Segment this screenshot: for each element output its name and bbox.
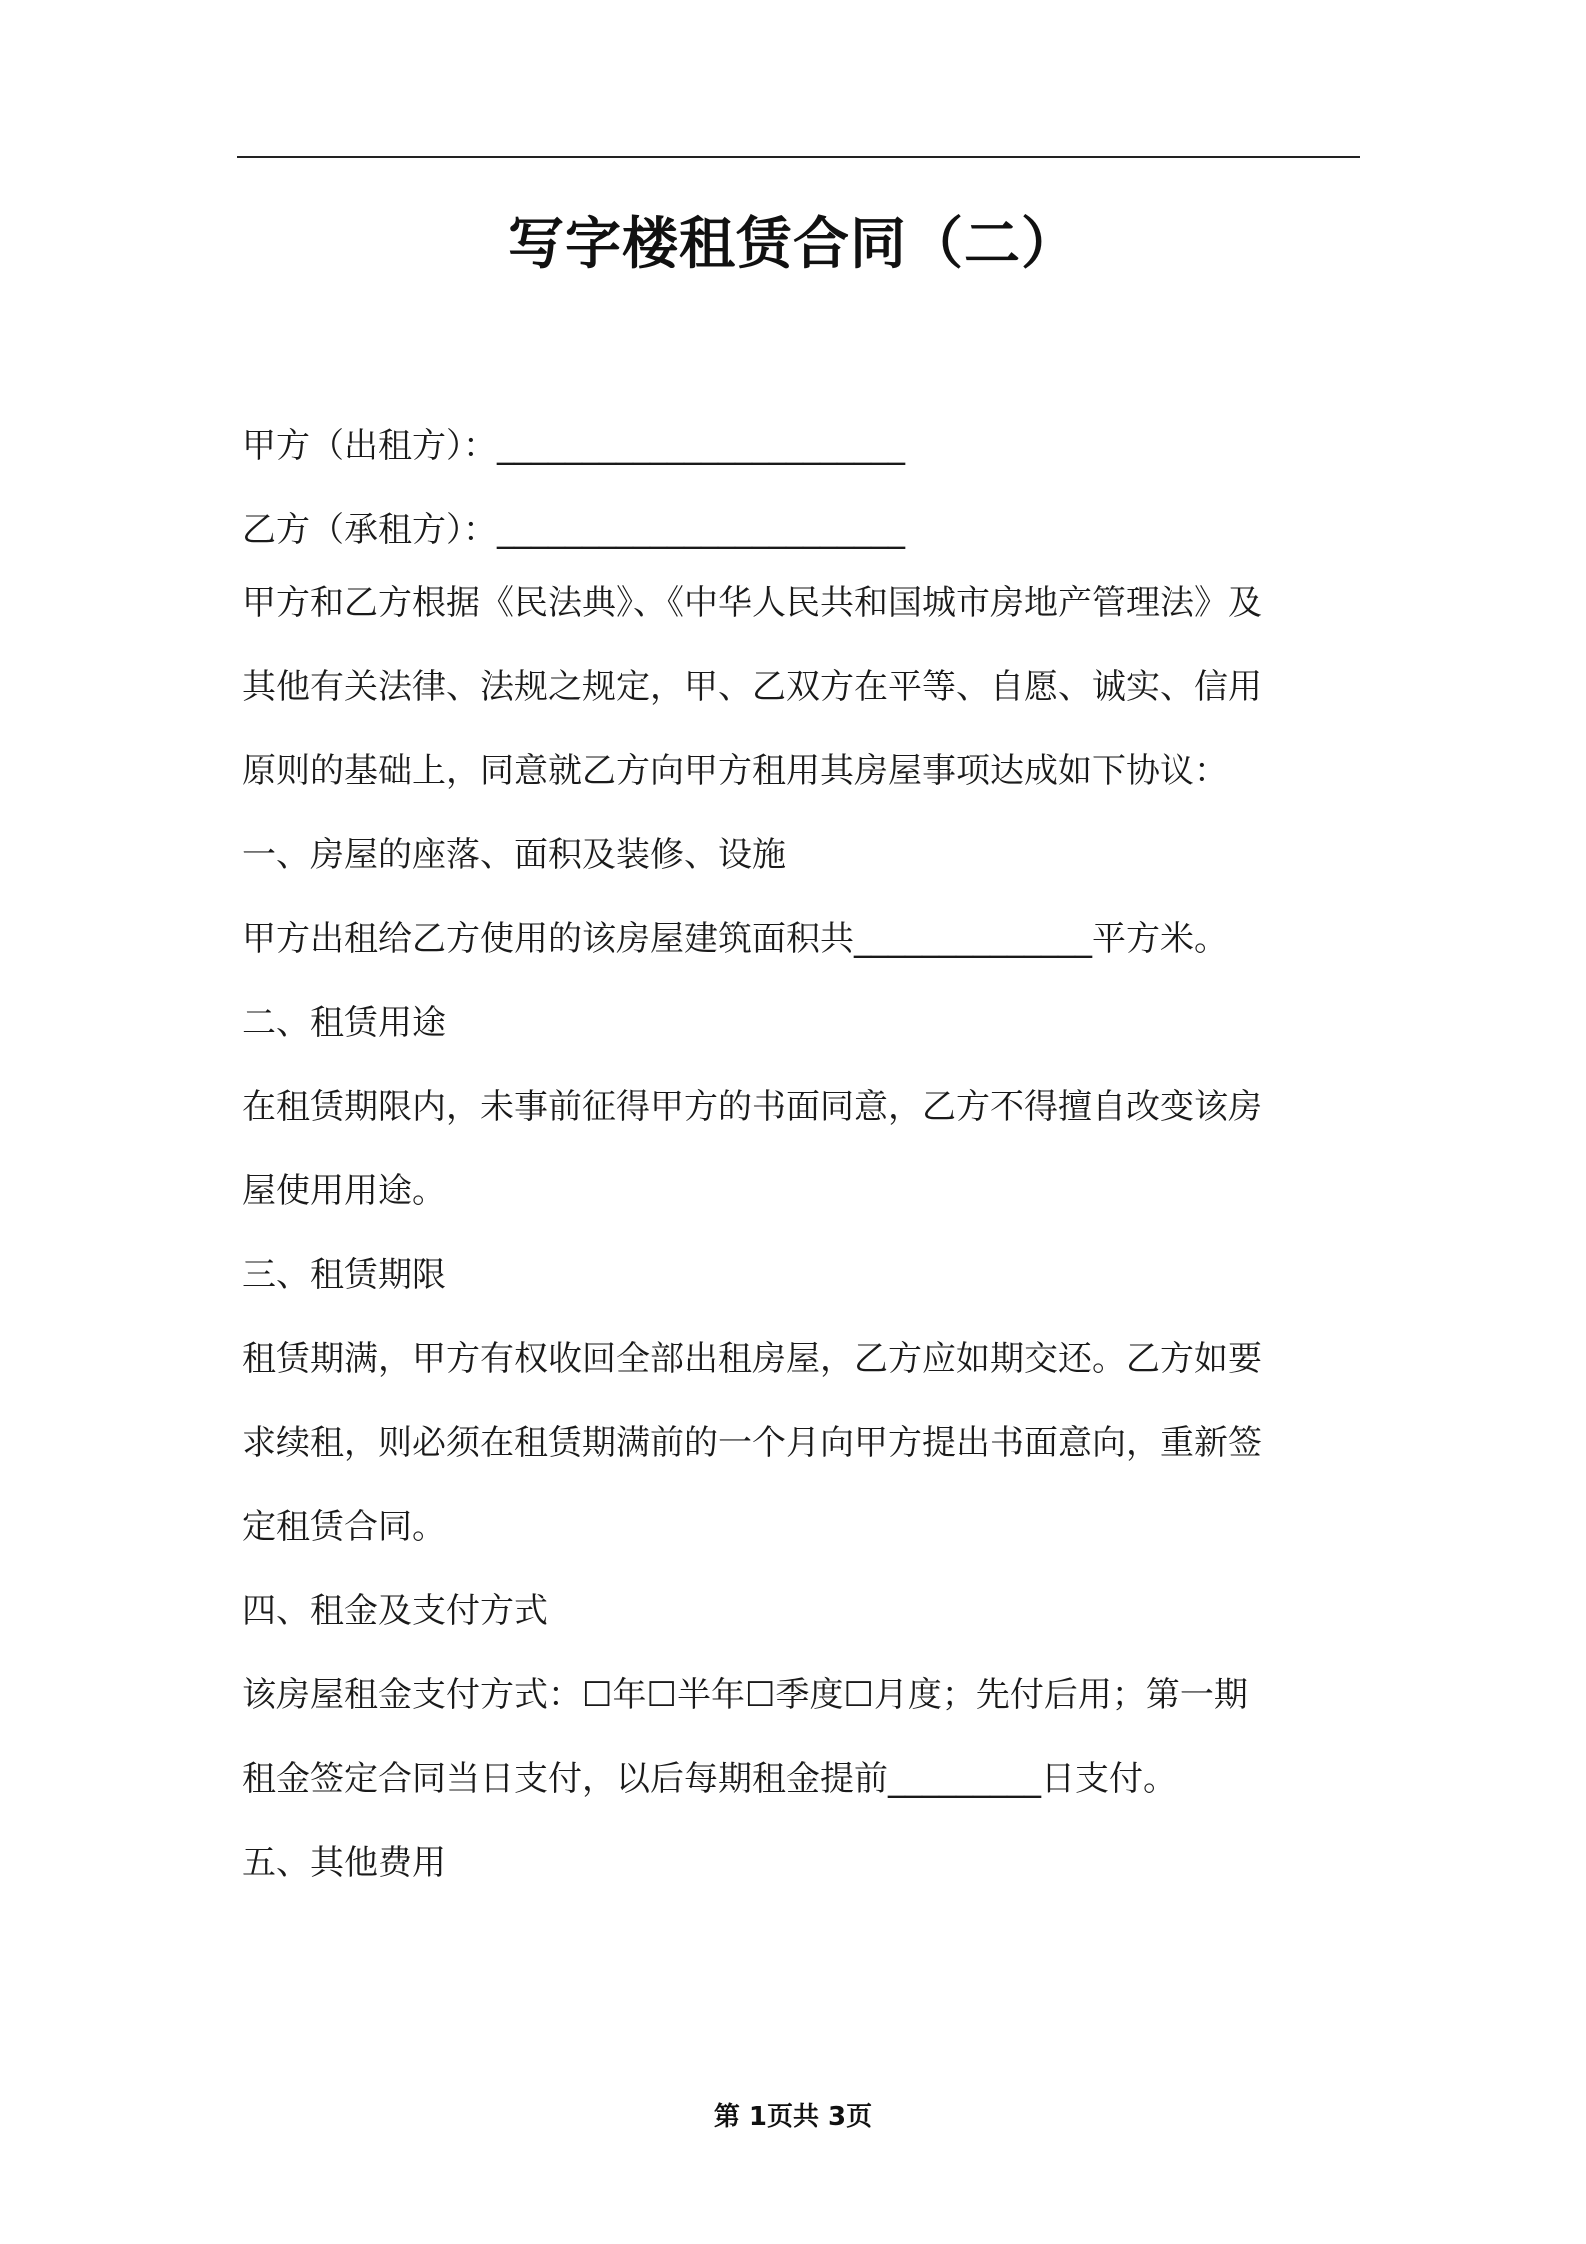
- party-b-line: 乙方（承租方）：________________________: [242, 510, 905, 550]
- section-4-text-2: 租金签定合同当日支付，以后每期租金提前_________日支付。: [242, 1759, 1177, 1799]
- preamble-line-2: 其他有关法律、法规之规定，甲、乙双方在平等、自愿、诚实、信用: [242, 667, 1262, 707]
- preamble-line-3: 原则的基础上，同意就乙方向甲方租用其房屋事项达成如下协议：: [242, 751, 1228, 791]
- section-3-text-3: 定租赁合同。: [242, 1507, 446, 1547]
- section-2-heading: 二、租赁用途: [242, 1003, 446, 1043]
- preamble-line-1: 甲方和乙方根据《民法典》、《中华人民共和国城市房地产管理法》及: [242, 583, 1262, 623]
- section-3-text-1: 租赁期满，甲方有权收回全部出租房屋，乙方应如期交还。乙方如要: [242, 1339, 1262, 1379]
- section-2-text-2: 屋使用用途。: [242, 1171, 446, 1211]
- section-4-heading: 四、租金及支付方式: [242, 1591, 548, 1631]
- section-5-heading: 五、其他费用: [242, 1843, 446, 1883]
- section-1-heading: 一、房屋的座落、面积及装修、设施: [242, 835, 786, 875]
- document-title: 写字楼租赁合同（二）: [508, 212, 1078, 277]
- section-1-text: 甲方出租给乙方使用的该房屋建筑面积共______________平方米。: [242, 919, 1228, 959]
- section-4-text-1: 该房屋租金支付方式：☐年☐半年☐季度☐月度；先付后用；第一期: [242, 1675, 1248, 1715]
- party-a-line: 甲方（出租方）：________________________: [242, 426, 905, 466]
- section-2-text-1: 在租赁期限内，未事前征得甲方的书面同意，乙方不得擅自改变该房: [242, 1087, 1262, 1127]
- page-number: 第 1页共 3页: [713, 2102, 873, 2132]
- section-3-heading: 三、租赁期限: [242, 1255, 446, 1295]
- section-3-text-2: 求续租，则必须在租赁期满前的一个月向甲方提出书面意向，重新签: [242, 1423, 1262, 1463]
- header-rule: [237, 156, 1360, 158]
